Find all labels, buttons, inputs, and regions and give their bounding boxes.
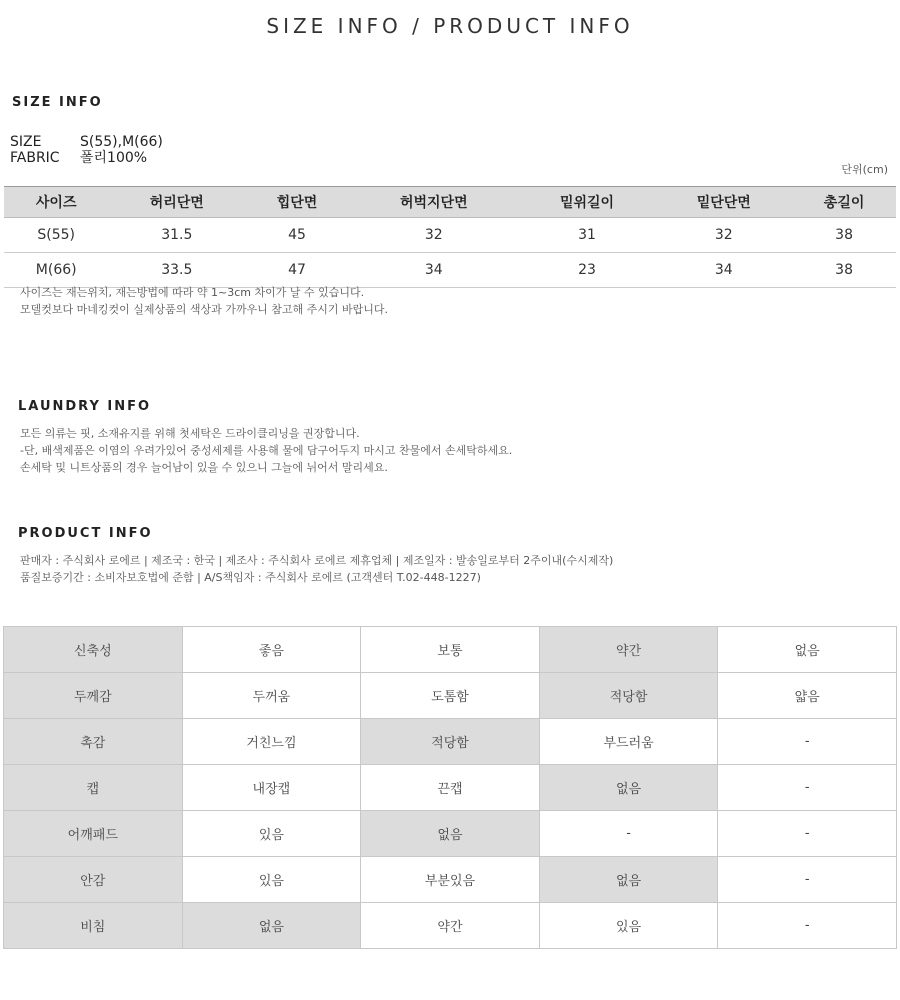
property-option: 있음 bbox=[539, 903, 718, 949]
fabric-label: FABRIC bbox=[10, 150, 60, 166]
property-label: 캡 bbox=[4, 765, 183, 811]
size-table bbox=[4, 186, 896, 288]
property-option: 좋음 bbox=[182, 627, 361, 673]
laundry-info-heading: LAUNDRY INFO bbox=[18, 399, 152, 414]
cell-size: M(66) bbox=[4, 253, 108, 288]
property-option: - bbox=[539, 811, 718, 857]
property-option: 적당함 bbox=[539, 673, 718, 719]
cell-hip: 45 bbox=[245, 218, 349, 253]
cell-thigh: 34 bbox=[349, 253, 519, 288]
property-option: 얇음 bbox=[718, 673, 897, 719]
header-rise: 밑위길이 bbox=[519, 187, 656, 218]
property-option: 약간 bbox=[539, 627, 718, 673]
laundry-line: -단, 배색제품은 이염의 우려가있어 중성세제를 사용해 물에 담구어두지 마시고 찬물에서 손세탁하세요. bbox=[20, 444, 513, 457]
property-label: 신축성 bbox=[4, 627, 183, 673]
property-option: - bbox=[718, 857, 897, 903]
table-row bbox=[4, 765, 897, 811]
fabric-value: 폴리100% bbox=[80, 150, 148, 166]
property-option: 도톰함 bbox=[361, 673, 540, 719]
property-option: 없음 bbox=[718, 627, 897, 673]
property-label: 안감 bbox=[4, 857, 183, 903]
property-option: 부분있음 bbox=[361, 857, 540, 903]
header-hip: 힙단면 bbox=[245, 187, 349, 218]
product-text bbox=[20, 552, 613, 586]
property-option: 없음 bbox=[361, 811, 540, 857]
unit-label: 단위(cm) bbox=[841, 163, 888, 176]
property-option: - bbox=[718, 811, 897, 857]
property-option: 끈캡 bbox=[361, 765, 540, 811]
header-hem: 밑단단면 bbox=[655, 187, 792, 218]
laundry-line: 손세탁 및 니트상품의 경우 늘어남이 있을 수 있으니 그늘에 뉘어서 말리세요. bbox=[20, 461, 388, 474]
property-option: 부드러움 bbox=[539, 719, 718, 765]
product-line: 판매자 : 주식회사 로에르 | 제조국 : 한국 | 제조사 : 주식회사 로에르 제휴업체 | 제조일자 : 발송일로부터 2주이내(수시제작) bbox=[20, 554, 614, 567]
property-option: 약간 bbox=[361, 903, 540, 949]
property-option: 없음 bbox=[539, 765, 718, 811]
size-note: 모델컷보다 마네킹컷이 실제상품의 색상과 가까우니 참고해 주시기 바랍니다. bbox=[20, 303, 389, 316]
cell-waist: 31.5 bbox=[108, 218, 245, 253]
cell-hem: 34 bbox=[655, 253, 792, 288]
property-option: 적당함 bbox=[361, 719, 540, 765]
cell-length: 38 bbox=[792, 218, 896, 253]
cell-rise: 23 bbox=[519, 253, 656, 288]
product-info-heading: PRODUCT INFO bbox=[18, 526, 153, 541]
property-label: 비침 bbox=[4, 903, 183, 949]
cell-waist: 33.5 bbox=[108, 253, 245, 288]
header-size: 사이즈 bbox=[4, 187, 108, 218]
property-option: 보통 bbox=[361, 627, 540, 673]
table-row bbox=[4, 857, 897, 903]
product-meta bbox=[10, 134, 163, 166]
table-row bbox=[4, 253, 896, 288]
header-length: 총길이 bbox=[792, 187, 896, 218]
header-waist: 허리단면 bbox=[108, 187, 245, 218]
table-row bbox=[4, 673, 897, 719]
size-value: S(55),M(66) bbox=[80, 134, 163, 150]
property-option: 있음 bbox=[182, 857, 361, 903]
table-row bbox=[4, 627, 897, 673]
property-label: 어깨패드 bbox=[4, 811, 183, 857]
cell-thigh: 32 bbox=[349, 218, 519, 253]
fabric-properties-table bbox=[3, 626, 897, 949]
size-info-heading: SIZE INFO bbox=[12, 95, 103, 110]
size-note: 사이즈는 재는위치, 재는방법에 따라 약 1~3cm 차이가 날 수 있습니다. bbox=[20, 286, 365, 299]
page-title: SIZE INFO / PRODUCT INFO bbox=[266, 14, 634, 38]
product-line: 품질보증기간 : 소비자보호법에 준함 | A/S책임자 : 주식회사 로에르 (고객센터 T.02-448-1227) bbox=[20, 571, 481, 584]
property-option: 거친느낌 bbox=[182, 719, 361, 765]
property-option: - bbox=[718, 765, 897, 811]
table-row bbox=[4, 903, 897, 949]
cell-size: S(55) bbox=[4, 218, 108, 253]
size-label: SIZE bbox=[10, 134, 42, 150]
size-notes bbox=[20, 284, 388, 318]
cell-hem: 32 bbox=[655, 218, 792, 253]
cell-rise: 31 bbox=[519, 218, 656, 253]
property-option: 두꺼움 bbox=[182, 673, 361, 719]
table-row bbox=[4, 719, 897, 765]
size-table-header bbox=[4, 187, 896, 218]
property-option: - bbox=[718, 719, 897, 765]
property-option: 있음 bbox=[182, 811, 361, 857]
laundry-text bbox=[20, 425, 512, 476]
cell-length: 38 bbox=[792, 253, 896, 288]
property-option: 없음 bbox=[182, 903, 361, 949]
header-thigh: 허벅지단면 bbox=[349, 187, 519, 218]
property-option: 없음 bbox=[539, 857, 718, 903]
table-row bbox=[4, 218, 896, 253]
laundry-line: 모든 의류는 핏, 소재유지를 위해 첫세탁은 드라이클리닝을 권장합니다. bbox=[20, 427, 360, 440]
property-option: - bbox=[718, 903, 897, 949]
property-option: 내장캡 bbox=[182, 765, 361, 811]
cell-hip: 47 bbox=[245, 253, 349, 288]
table-row bbox=[4, 811, 897, 857]
property-label: 촉감 bbox=[4, 719, 183, 765]
property-label: 두께감 bbox=[4, 673, 183, 719]
